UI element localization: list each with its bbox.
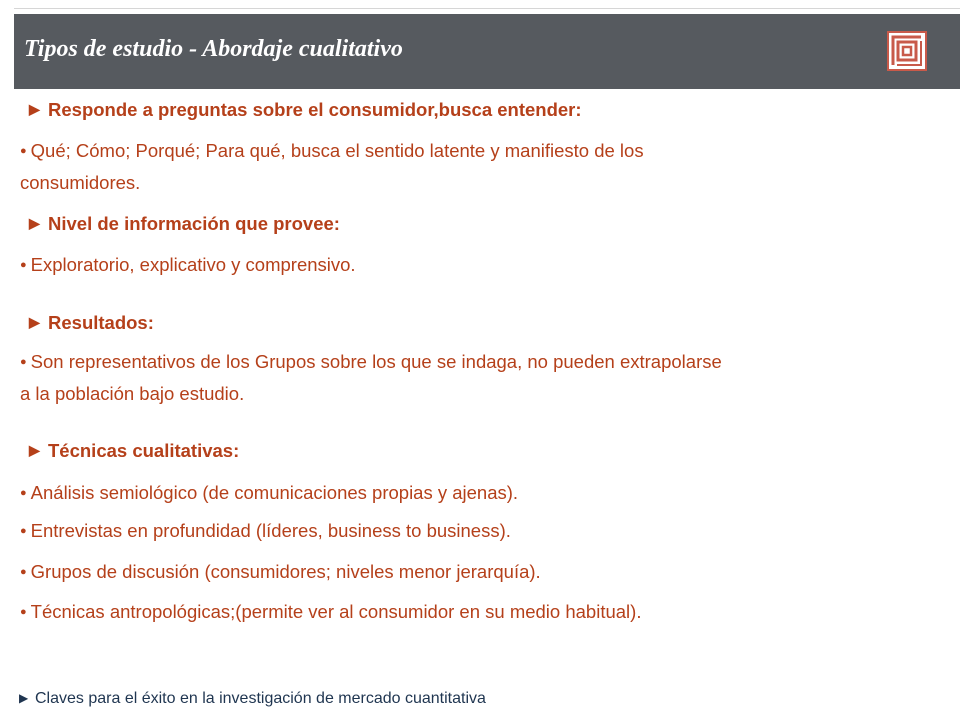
bullet-tecnica-1: ● Análisis semiológico (de comunicaciones propias y ajenas). [20, 482, 519, 503]
section-heading-responde: ▶ Responde a preguntas sobre el consumidor,busca entender: [29, 99, 582, 120]
bullet-dot-icon: ● [20, 145, 27, 157]
footer-link[interactable]: ▶ Claves para el éxito en la investigación de mercado cuantitativa [19, 690, 486, 707]
section-heading-resultados: ▶ Resultados: [29, 312, 154, 333]
page-title: Tipos de estudio - Abordaje cualitativo [24, 36, 403, 62]
section-heading-nivel: ▶ Nivel de información que provee: [29, 213, 340, 234]
bullet-tecnica-2: ● Entrevistas en profundidad (líderes, business to business). [20, 520, 511, 541]
section-heading-tecnicas: ▶ Técnicas cualitativas: [29, 440, 240, 461]
bullet-dot-icon: ● [20, 487, 27, 499]
caret-right-icon: ▶ [29, 215, 40, 231]
bullet-nivel: ● Exploratorio, explicativo y comprensivo. [20, 254, 356, 275]
bullet-responde: ● Qué; Cómo; Porqué; Para qué, busca el sentido latente y manifiesto de los consumidores. [20, 140, 644, 193]
bullet-dot-icon: ● [20, 356, 27, 368]
caret-right-icon: ▶ [29, 442, 40, 458]
bullet-dot-icon: ● [20, 259, 27, 271]
top-divider [14, 8, 960, 9]
caret-right-icon: ▶ [29, 314, 40, 330]
caret-right-icon: ▶ [29, 101, 40, 117]
nested-squares-logo-icon [887, 31, 927, 71]
bullet-tecnica-3: ● Grupos de discusión (consumidores; niveles menor jerarquía). [20, 561, 541, 582]
bullet-resultados: ● Son representativos de los Grupos sobre los que se indaga, no pueden extrapolarse a la población bajo estudio. [20, 351, 722, 404]
bullet-dot-icon: ● [20, 606, 27, 618]
caret-right-icon: ▶ [19, 691, 29, 705]
bullet-dot-icon: ● [20, 525, 27, 537]
bullet-tecnica-4: ● Técnicas antropológicas;(permite ver al consumidor en su medio habitual). [20, 601, 642, 622]
bullet-dot-icon: ● [20, 566, 27, 578]
title-bar [14, 14, 960, 89]
